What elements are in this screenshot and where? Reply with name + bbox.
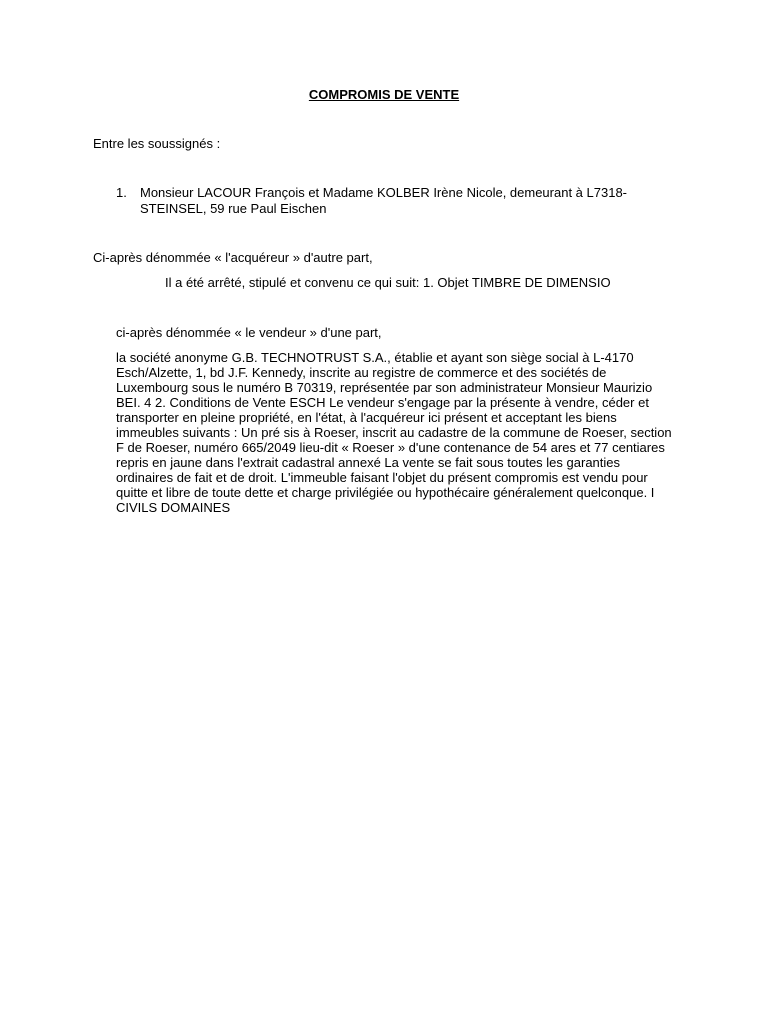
document-title: COMPROMIS DE VENTE	[308, 87, 460, 102]
party-list-item	[116, 185, 636, 217]
vendeur-line: ci-après dénommée « le vendeur » d'une part,	[116, 325, 382, 340]
between-label: Entre les soussignés :	[93, 136, 221, 151]
arrete-line: Il a été arrêté, stipulé et convenu ce qui suit: 1. Objet TIMBRE DE DIMENSIO	[165, 275, 611, 290]
party-number: 1.	[116, 185, 127, 200]
acquereur-line: Ci-après dénommée « l'acquéreur » d'autre part,	[93, 250, 373, 265]
party-text: Monsieur LACOUR François et Madame KOLBER Irène Nicole, demeurant à L7318-STEINSEL, 59 rue Paul Eischen	[140, 185, 627, 216]
body-paragraph: la société anonyme G.B. TECHNOTRUST S.A., établie et ayant son siège social à L-4170 Esch/Alzette, 1, bd J.F. Kennedy, inscrite au registre de commerce et des sociétés de Luxembourg sous le numéro B 70319, représentée par son administrateur Monsieur Maurizio BEI. 4 2. Conditions de Vente ESCH Le vendeur s'engage par la présente à vendre, céder et transporter en pleine propriété, en l'état, à l'acquéreur ici présent et acceptant les biens immeubles suivants : Un pré sis à Roeser, inscrit au cadastre de la commune de Roeser, section F de Roeser, numéro 665/2049 lieu-dit « Roeser » d'une contenance de 54 ares et 77 centiares repris en jaune dans l'extrait cadastral annexé La vente se fait sous toutes les garanties ordinaires de fait et de droit. L'immeuble faisant l'objet du présent compromis est vendu pour quitte et libre de toute dette et charge privilégiée ou hypothécaire généralement quelconque. I CIVILS DOMAINES	[116, 350, 672, 515]
